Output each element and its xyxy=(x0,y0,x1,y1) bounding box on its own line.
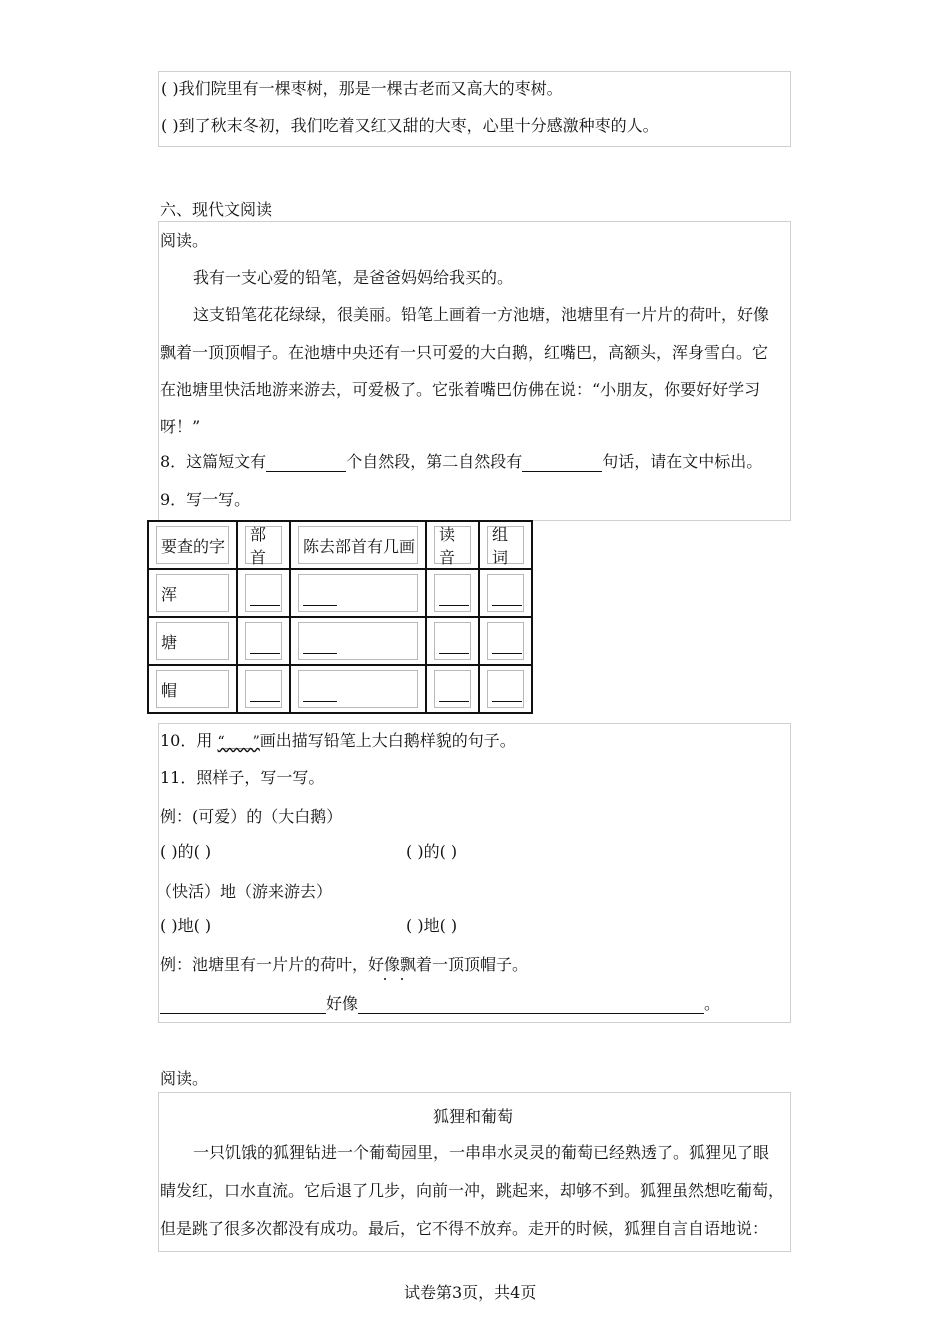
page-footer: 试卷第3页，共4页 xyxy=(404,1283,537,1302)
passage-para-2-line-3: 在池塘里快活地游来游去，可爱极了。它张着嘴巴仿佛在说：“小朋友，你要好好学习 xyxy=(160,380,761,399)
question-8-part-a: 8．这篇短文有 xyxy=(160,452,267,471)
header-strokes: 陈去部首有几画 xyxy=(298,526,418,564)
radical-blank[interactable] xyxy=(245,622,282,660)
radical-blank[interactable] xyxy=(245,670,282,708)
fox-line-3: 但是跳了很多次都没有成功。最后，它不得不放弃。走开的时候，狐狸自言自语地说： xyxy=(160,1219,769,1238)
passage-para-1: 我有一支心爱的铅笔，是爸爸妈妈给我买的。 xyxy=(193,268,514,287)
question-8-part-b: 个自然段，第二自然段有 xyxy=(346,452,523,471)
passage-para-2-line-2: 飘着一顶顶帽子。在池塘中央还有一只可爱的大白鹅，红嘴巴，高额头，浑身雪白。它 xyxy=(160,343,769,362)
question-10 xyxy=(160,731,516,752)
words-blank[interactable] xyxy=(487,622,524,660)
read-label-2: 阅读。 xyxy=(160,1069,209,1088)
radical-blank[interactable] xyxy=(245,574,282,612)
fill-end-mark: 。 xyxy=(704,994,721,1013)
reading-box-1 xyxy=(158,221,791,521)
header-words: 组词 xyxy=(487,526,524,564)
question-8-part-c: 句话，请在文中标出。 xyxy=(602,452,763,471)
sort-sentence-2: ( )到了秋末冬初，我们吃着又红又甜的大枣，心里十分感激种枣的人。 xyxy=(161,116,659,135)
table-row xyxy=(148,569,532,617)
sort-sentence-1: ( )我们院里有一棵枣树，那是一棵古老而又高大的枣树。 xyxy=(161,79,563,98)
fill-row-2-a[interactable]: ( )地( ) xyxy=(160,916,212,935)
table-row xyxy=(148,617,532,665)
reading-blank[interactable] xyxy=(434,574,471,612)
example-3: 例：池塘里有一片片的荷叶，好像飘着一顶顶帽子。 xyxy=(160,955,529,974)
reading-blank[interactable] xyxy=(434,622,471,660)
table-header-row xyxy=(148,521,532,569)
question-11: 11．照样子，写一写。 xyxy=(160,768,325,787)
sentence-fill-row xyxy=(160,994,720,1014)
row-char: 帽 xyxy=(156,670,229,708)
strokes-blank[interactable] xyxy=(298,622,418,660)
header-reading: 读音 xyxy=(434,526,471,564)
fill-row-2-b[interactable]: ( )地( ) xyxy=(406,916,458,935)
header-char: 要查的字 xyxy=(156,526,229,564)
strokes-blank[interactable] xyxy=(298,670,418,708)
fox-line-2: 睛发红，口水直流。它后退了几步，向前一冲，跳起来，却够不到。狐狸虽然想吃葡萄， xyxy=(160,1181,785,1200)
passage-title: 狐狸和葡萄 xyxy=(433,1107,514,1126)
fill-row-1-b[interactable]: ( )的( ) xyxy=(406,842,458,861)
strokes-blank[interactable] xyxy=(298,574,418,612)
row-char: 塘 xyxy=(156,622,229,660)
example-2: （快活）地（游来游去） xyxy=(156,882,333,901)
passage-para-2-line-1: 这支铅笔花花绿绿，很美丽。铅笔上画着一方池塘，池塘里有一片片的荷叶，好像 xyxy=(193,305,770,324)
example-1: 例：(可爱）的（大白鹅） xyxy=(160,807,343,826)
emphasis-dot xyxy=(384,978,386,980)
row-char: 浑 xyxy=(156,574,229,612)
sentence-count-blank[interactable] xyxy=(522,453,602,472)
fill-middle-word: 好像 xyxy=(326,994,359,1013)
passage-para-2-line-4: 呀！” xyxy=(160,417,201,436)
question-10-part-b: 画出描写铅笔上大白鹅样貌的句子。 xyxy=(259,731,516,750)
fox-line-1: 一只饥饿的狐狸钻进一个葡萄园里，一串串水灵灵的葡萄已经熟透了。狐狸见了眼 xyxy=(193,1143,770,1162)
reading-blank[interactable] xyxy=(434,670,471,708)
paragraph-count-blank[interactable] xyxy=(266,453,346,472)
section-heading: 六、现代文阅读 xyxy=(160,200,273,219)
dictionary-table xyxy=(147,520,533,714)
fill-row-1-a[interactable]: ( )的( ) xyxy=(160,842,212,861)
wavy-line-mark: “____” xyxy=(217,734,260,750)
sentence-blank-1[interactable] xyxy=(160,995,326,1014)
emphasis-dot xyxy=(401,978,403,980)
words-blank[interactable] xyxy=(487,670,524,708)
header-radical: 部首 xyxy=(245,526,282,564)
words-blank[interactable] xyxy=(487,574,524,612)
question-8 xyxy=(160,452,762,472)
sentence-blank-2[interactable] xyxy=(358,995,704,1014)
read-label: 阅读。 xyxy=(160,231,209,250)
question-10-part-a: 10．用 xyxy=(160,731,213,750)
table-row xyxy=(148,665,532,713)
question-9: 9．写一写。 xyxy=(160,490,251,509)
